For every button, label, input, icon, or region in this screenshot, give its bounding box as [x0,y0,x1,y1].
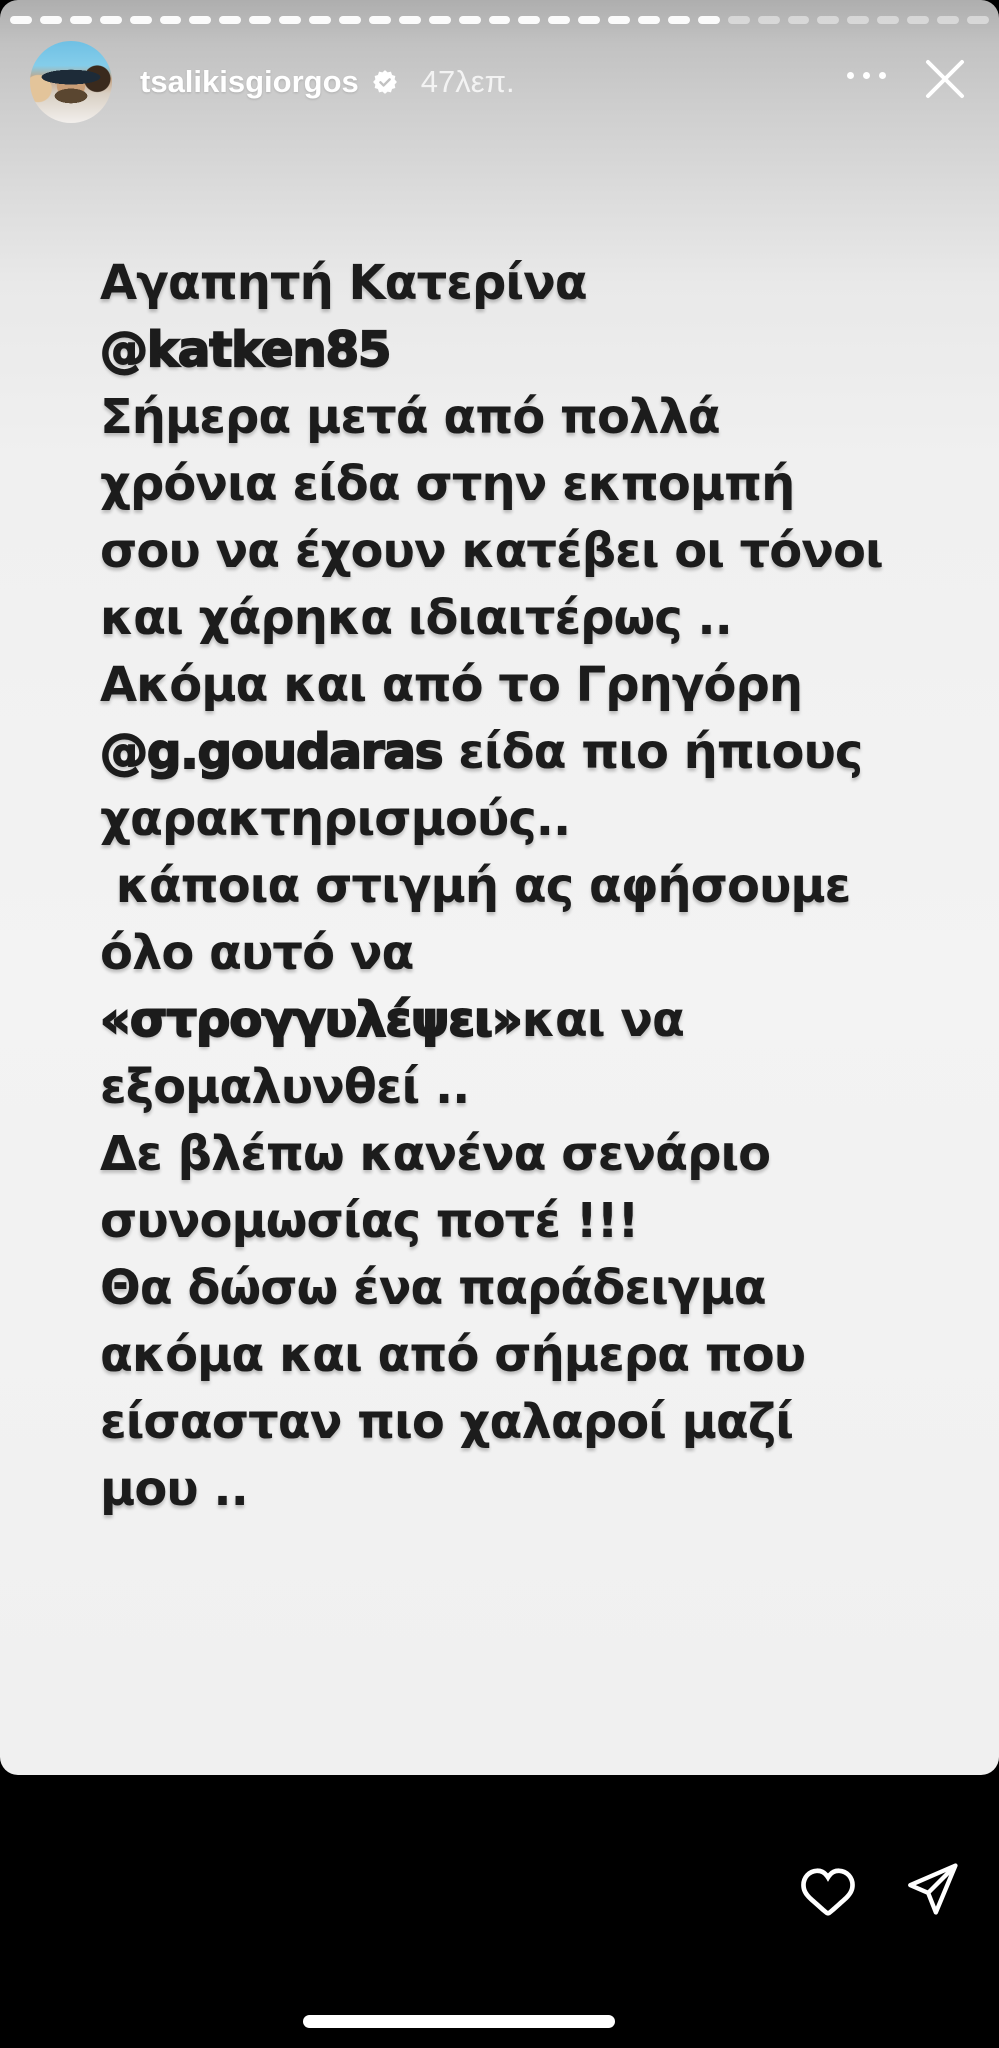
progress-segment [70,16,92,24]
story-text-segment: μου .. [100,1461,248,1517]
dot-icon [863,72,870,79]
progress-segment [339,16,361,24]
story-text-segment: εξομαλυνθεί .. [100,1059,470,1115]
story-header [30,40,515,124]
progress-segment [518,16,540,24]
dot-icon [847,72,854,79]
story-text-segment: είδα πιο ήπιους [442,724,863,780]
progress-segment [638,16,660,24]
progress-segment [369,16,391,24]
progress-segment [698,16,720,24]
story-text-line [100,987,960,1054]
story-text-line [100,786,960,853]
share-button[interactable] [903,1860,961,1918]
story-text-segment: κάποια στιγμή ας αφήσουμε [100,858,851,914]
story-text-line [100,1255,960,1322]
progress-segment [10,16,32,24]
progress-segment [160,16,182,24]
story-text-line [100,853,960,920]
x-icon [928,62,962,96]
story-text-segment: σου να έχουν κατέβει οι τόνοι [100,523,883,579]
close-button[interactable] [922,56,968,102]
story-text-segment: και να [521,992,684,1048]
story-text-line [100,1456,960,1523]
story-text [100,250,960,1523]
story-text-line [100,652,960,719]
progress-segment [100,16,122,24]
username[interactable]: tsalikisgiorgos [140,64,359,99]
progress-segment [967,16,989,24]
story-text-line [100,1121,960,1188]
story-timestamp: 47λεπ. [420,64,515,99]
story-text-line [100,1389,960,1456]
story-text-line [100,1188,960,1255]
progress-segment [219,16,241,24]
heart-icon [801,1868,855,1915]
story-text-segment: όλο αυτό να [100,925,414,981]
story-text-line [100,1322,960,1389]
story-text-line [100,451,960,518]
story-text-line [100,1054,960,1121]
progress-segment [668,16,690,24]
progress-segment [548,16,570,24]
progress-segment [459,16,481,24]
progress-segment [608,16,630,24]
story-text-segment: Αγαπητή Κατερίνα [100,255,587,311]
story-text-segment: και χάρηκα ιδιαιτέρως .. [100,590,732,646]
mention-link[interactable]: @katken85 [100,322,391,378]
progress-segment [429,16,451,24]
home-indicator[interactable] [303,2015,615,2028]
story-text-line [100,920,960,987]
story-text-line [100,585,960,652]
progress-segment [728,16,750,24]
progress-segment [817,16,839,24]
progress-segment [189,16,211,24]
progress-segment [249,16,271,24]
progress-segment [40,16,62,24]
progress-segment [907,16,929,24]
progress-segment [279,16,301,24]
progress-segment [847,16,869,24]
progress-segment [758,16,780,24]
story-text-segment: χαρακτηρισμούς.. [100,791,571,847]
progress-segment [130,16,152,24]
progress-segment [578,16,600,24]
progress-segment [788,16,810,24]
more-options-button[interactable] [847,72,886,79]
story-text-segment: είσασταν πιο χαλαροί μαζί [100,1394,793,1450]
story-text-segment: Ακόμα και από το Γρηγόρη [100,657,802,713]
progress-segment [309,16,331,24]
story-text-line [100,384,960,451]
story-text-segment: ακόμα και από σήμερα που [100,1327,806,1383]
story-text-line [100,719,960,786]
story-text-segment: Σήμερα μετά από πολλά [100,389,720,445]
story-text-line [100,317,960,384]
story-text-segment: Θα δώσω ένα παράδειγμα [100,1260,766,1316]
story-progress-bar [10,16,989,24]
progress-segment [399,16,421,24]
story-text-segment: χρόνια είδα στην εκπομπή [100,456,795,512]
like-button[interactable] [800,1864,856,1920]
story-text-segment: «στρογγυλέψει» [100,992,522,1048]
verified-badge-icon [372,69,398,95]
story-text-segment: Δε βλέπω κανένα σενάριο [100,1126,771,1182]
avatar[interactable] [30,41,112,123]
story-text-line [100,518,960,585]
progress-segment [489,16,511,24]
dot-icon [879,72,886,79]
story-text-segment: συνομωσίας ποτέ !!! [100,1193,639,1249]
paper-plane-icon [910,1866,955,1913]
progress-segment [877,16,899,24]
progress-segment [937,16,959,24]
story-text-line [100,250,960,317]
mention-link[interactable]: @g.goudaras [100,724,443,780]
